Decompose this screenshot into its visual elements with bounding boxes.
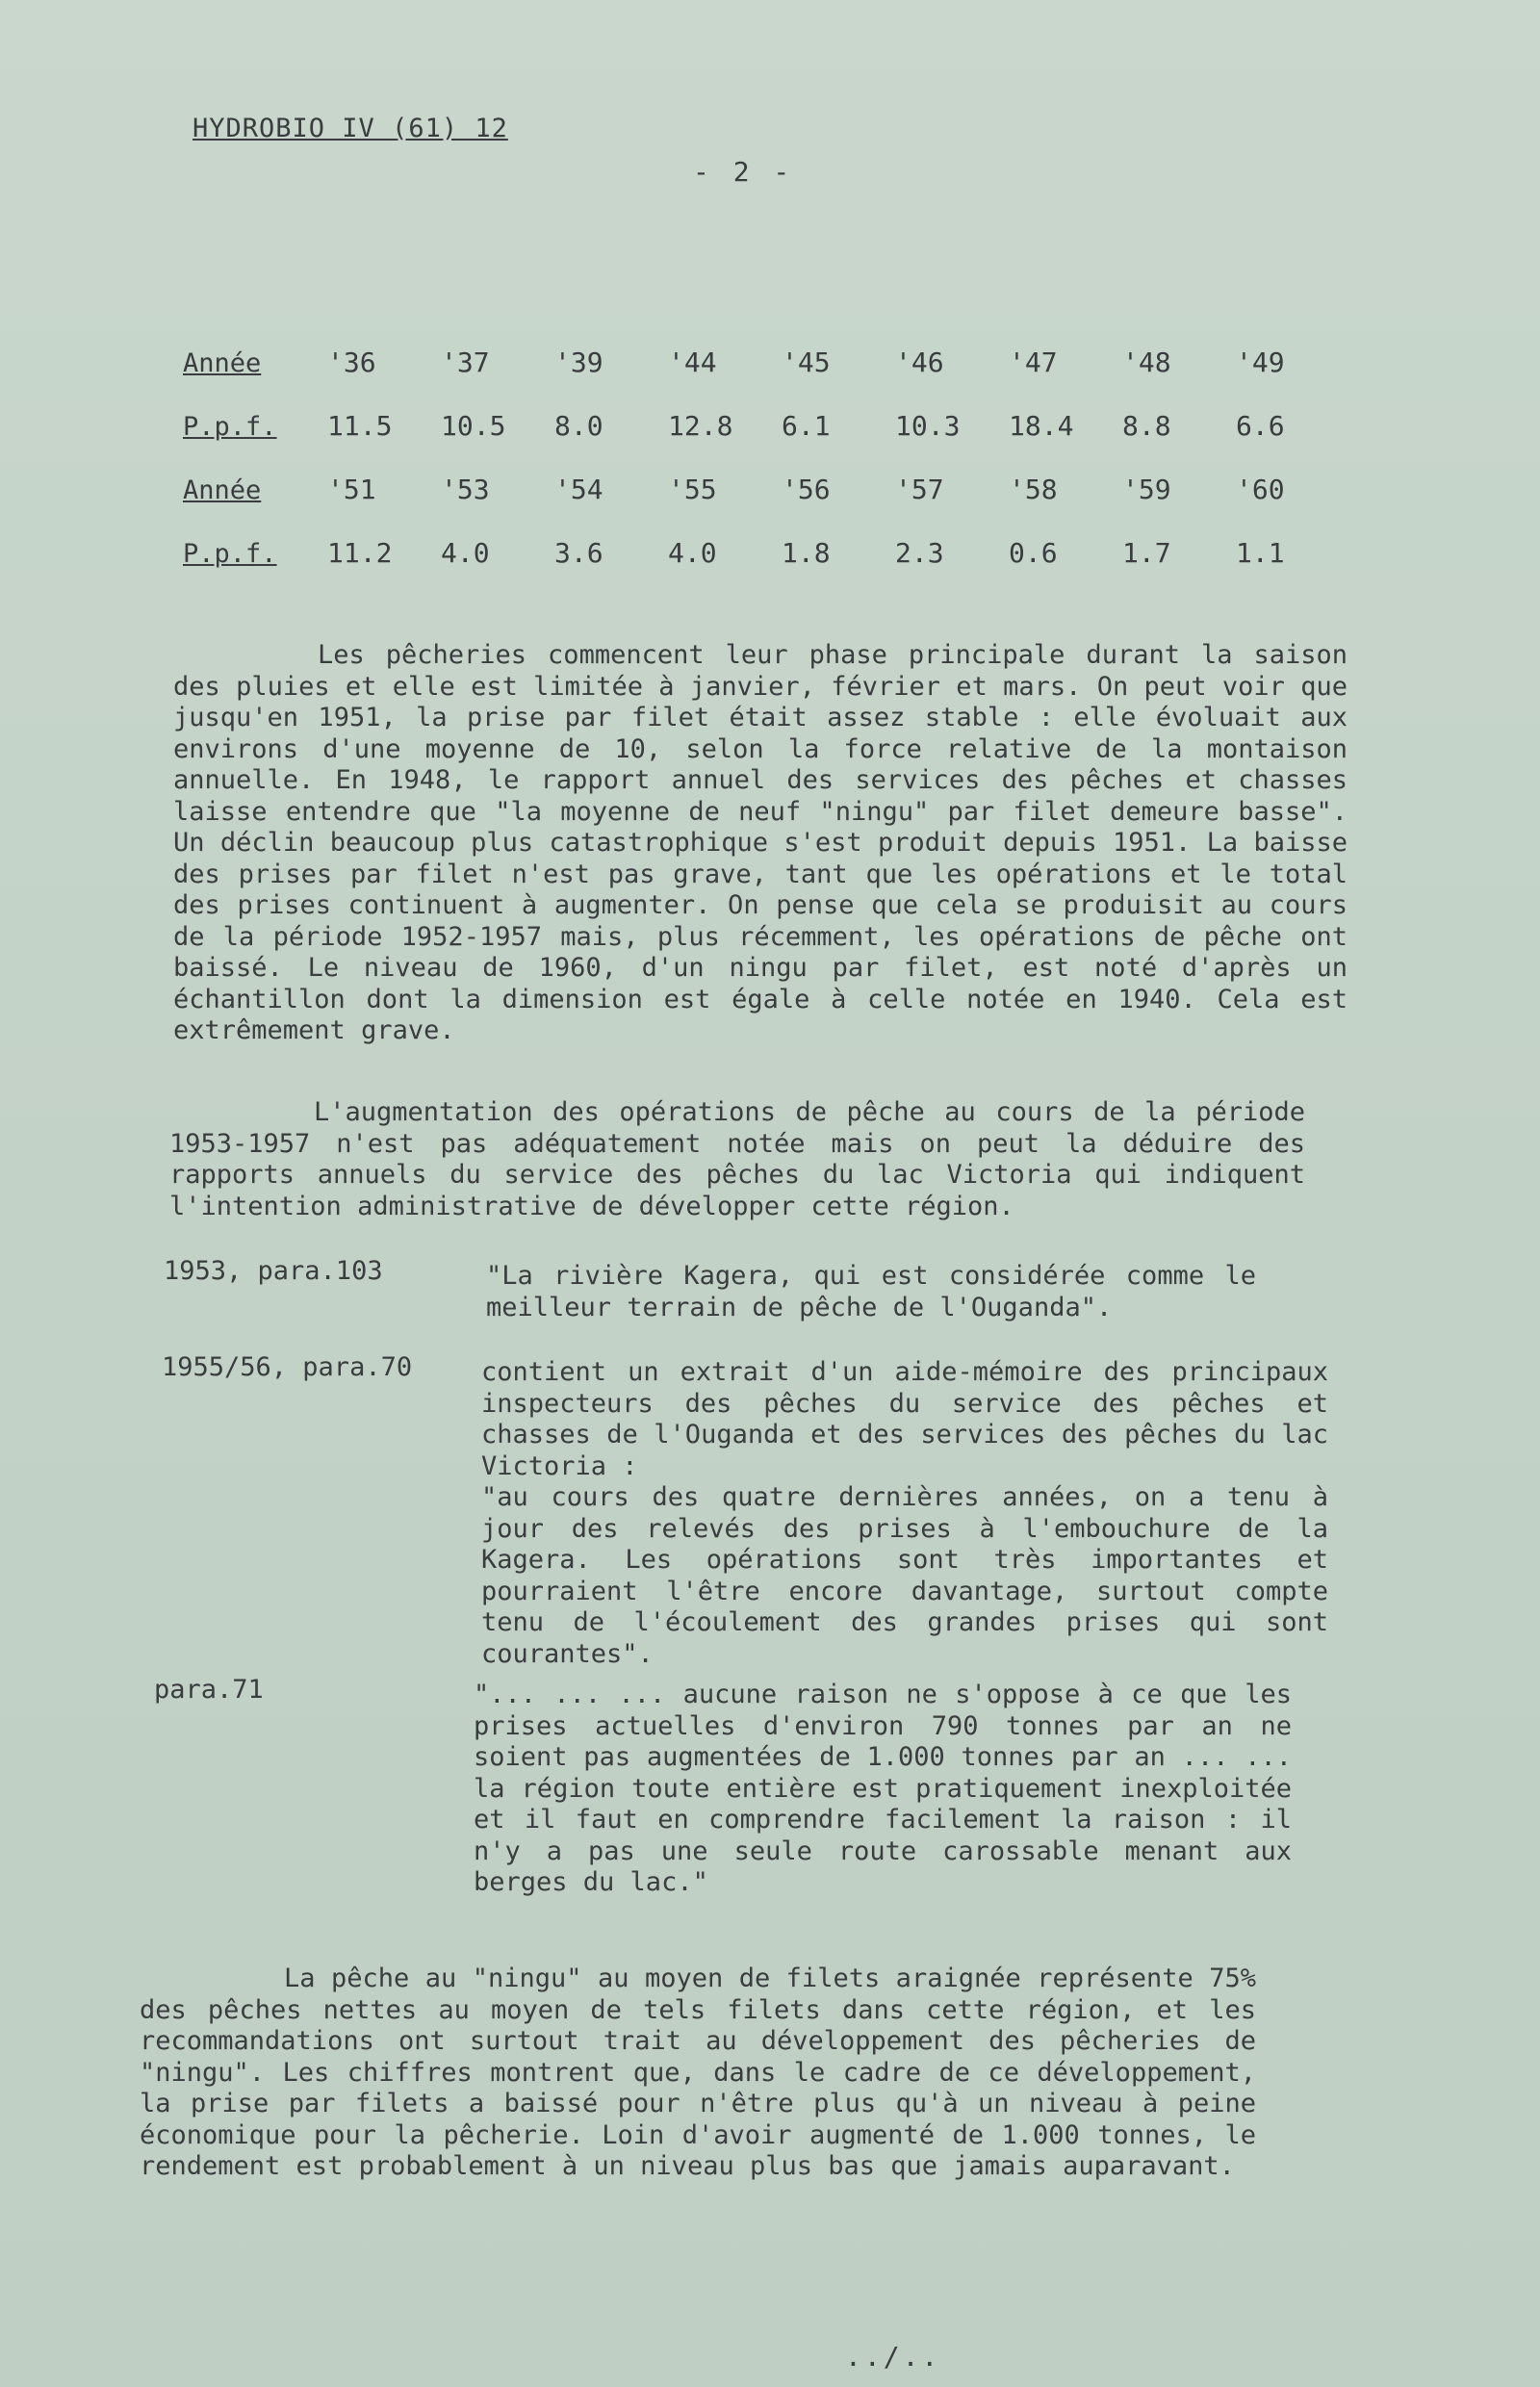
document-reference: HYDROBIO IV (61) 12 [192,114,508,143]
table-cell: '39 [554,346,603,378]
paragraph-fisheries-decline [173,640,1348,1047]
row-label: P.p.f. [183,539,277,569]
row-label: Année [183,348,262,378]
table-cell: 10.3 [895,410,961,442]
citation-reference: 1953, para.103 [164,1256,383,1286]
paragraph-ningu-fishery [140,1964,1256,2183]
continuation-mark: ../.. [845,2341,941,2373]
table-cell: '53 [441,474,490,505]
row-label: Année [183,475,262,505]
table-cell: 1.8 [782,537,831,569]
citation-reference: para.71 [154,1675,264,1705]
table-cell: 12.8 [668,410,733,442]
table-cell: '60 [1236,474,1285,505]
paragraph-fishing-operations [169,1097,1305,1222]
table-cell: '48 [1122,346,1171,378]
table-cell: 11.5 [327,410,393,442]
citation-text: contient un extrait d'un aide-mémoire des principaux inspecteurs des pêches du service des pêches et chasses de l'Ouganda et des services des pêches du lac Victoria : [481,1357,1328,1481]
table-cell: '49 [1236,346,1285,378]
table-cell: 1.7 [1122,537,1171,569]
table-cell: '37 [441,346,490,378]
table-cell: 1.1 [1236,537,1285,569]
row-label: P.p.f. [183,412,277,442]
page-number: - 2 - [693,156,794,188]
table-cell: 4.0 [668,537,717,569]
table-row [183,346,1357,410]
table-cell: 2.3 [895,537,944,569]
table-row [183,410,1357,474]
table-cell: 8.8 [1122,410,1171,442]
table-cell: 3.6 [554,537,603,569]
table-cell: 10.5 [441,410,506,442]
table-cell: '56 [782,474,831,505]
table-cell: 18.4 [1009,410,1074,442]
table-cell: '51 [327,474,376,505]
paragraph-text: Les pêcheries commencent leur phase principale durant la saison des pluies et elle est limitée à janvier, février et mars. On peut voir que jusqu'en 1951, la prise par filet était assez stable : elle évoluait aux environs d'une moyenne de 10, selon la force relative de la montaison annuelle. En 1948, le rapport annuel des services des pêches et chasses laisse entendre que "la moyenne de neuf "ningu" par filet demeure basse". Un déclin beaucoup plus catastrophique s'est produit depuis 1951. La baisse des prises par filet n'est pas grave, tant que les opérations et le total des prises continuent à augmenter. On pense que cela se produisit au cours de la période 1952-1957 mais, plus récemment, les opérations de pêche ont baissé. Le niveau de 1960, d'un ningu par filet, est noté d'après un échantillon dont la dimension est égale à celle notée en 1940. Cela est extrêmement grave. [173,640,1348,1045]
table-cell: '57 [895,474,944,505]
table-cell: '54 [554,474,603,505]
table-cell: 6.6 [1236,410,1285,442]
table-cell: '59 [1122,474,1171,505]
citation-block [481,1357,1328,1670]
citation-reference: 1955/56, para.70 [162,1352,413,1382]
table-cell: '46 [895,346,944,378]
table-cell: '44 [668,346,717,378]
table-cell: 6.1 [782,410,831,442]
table-cell: 11.2 [327,537,393,569]
table-cell: 0.6 [1009,537,1058,569]
paragraph-text: L'augmentation des opérations de pêche au cours de la période 1953-1957 n'est pas adéquatement notée mais on peut la déduire des rapports annuels du service des pêches du lac Victoria qui indiquent l'intention administrative de développer cette région. [169,1097,1305,1221]
table-row [183,474,1357,537]
citation-text: "... ... ... aucune raison ne s'oppose à ce que les prises actuelles d'environ 790 tonnes par an ne soient pas augmentées de 1.000 tonnes par an ... ... la région toute entière est pratiquement inexploitée et il faut en comprendre facilement la raison : il n'y a pas une seule route carossable menant aux berges du lac." [474,1680,1292,1897]
citation-text: "La rivière Kagera, qui est considérée comme le meilleur terrain de pêche de l'Ouganda". [486,1261,1256,1322]
table-cell: '36 [327,346,376,378]
paragraph-text: La pêche au "ningu" au moyen de filets araignée représente 75% des pêches nettes au moyen de tels filets dans cette région, et les recommandations ont surtout trait au développement des pêcheries de "ningu". Les chiffres montrent que, dans le cadre de ce développement, la prise par filets a baissé pour n'être plus qu'à un niveau à peine économique pour la pêcherie. Loin d'avoir augmenté de 1.000 tonnes, le rendement est probablement à un niveau plus bas que jamais auparavant. [140,1964,1256,2181]
table-cell: '58 [1009,474,1058,505]
table-cell: 8.0 [554,410,603,442]
table-cell: '45 [782,346,831,378]
catch-per-net-table [183,346,1357,601]
table-row [183,537,1357,601]
table-cell: 4.0 [441,537,490,569]
table-cell: '47 [1009,346,1058,378]
citation-quote: "au cours des quatre dernières années, on a tenu à jour des relevés des prises à l'embouchure de la Kagera. Les opérations sont très importantes et pourraient l'être encore davantage, surtout compte tenu de l'écoulement des grandes prises qui sont courantes". [481,1482,1328,1669]
table-cell: '55 [668,474,717,505]
